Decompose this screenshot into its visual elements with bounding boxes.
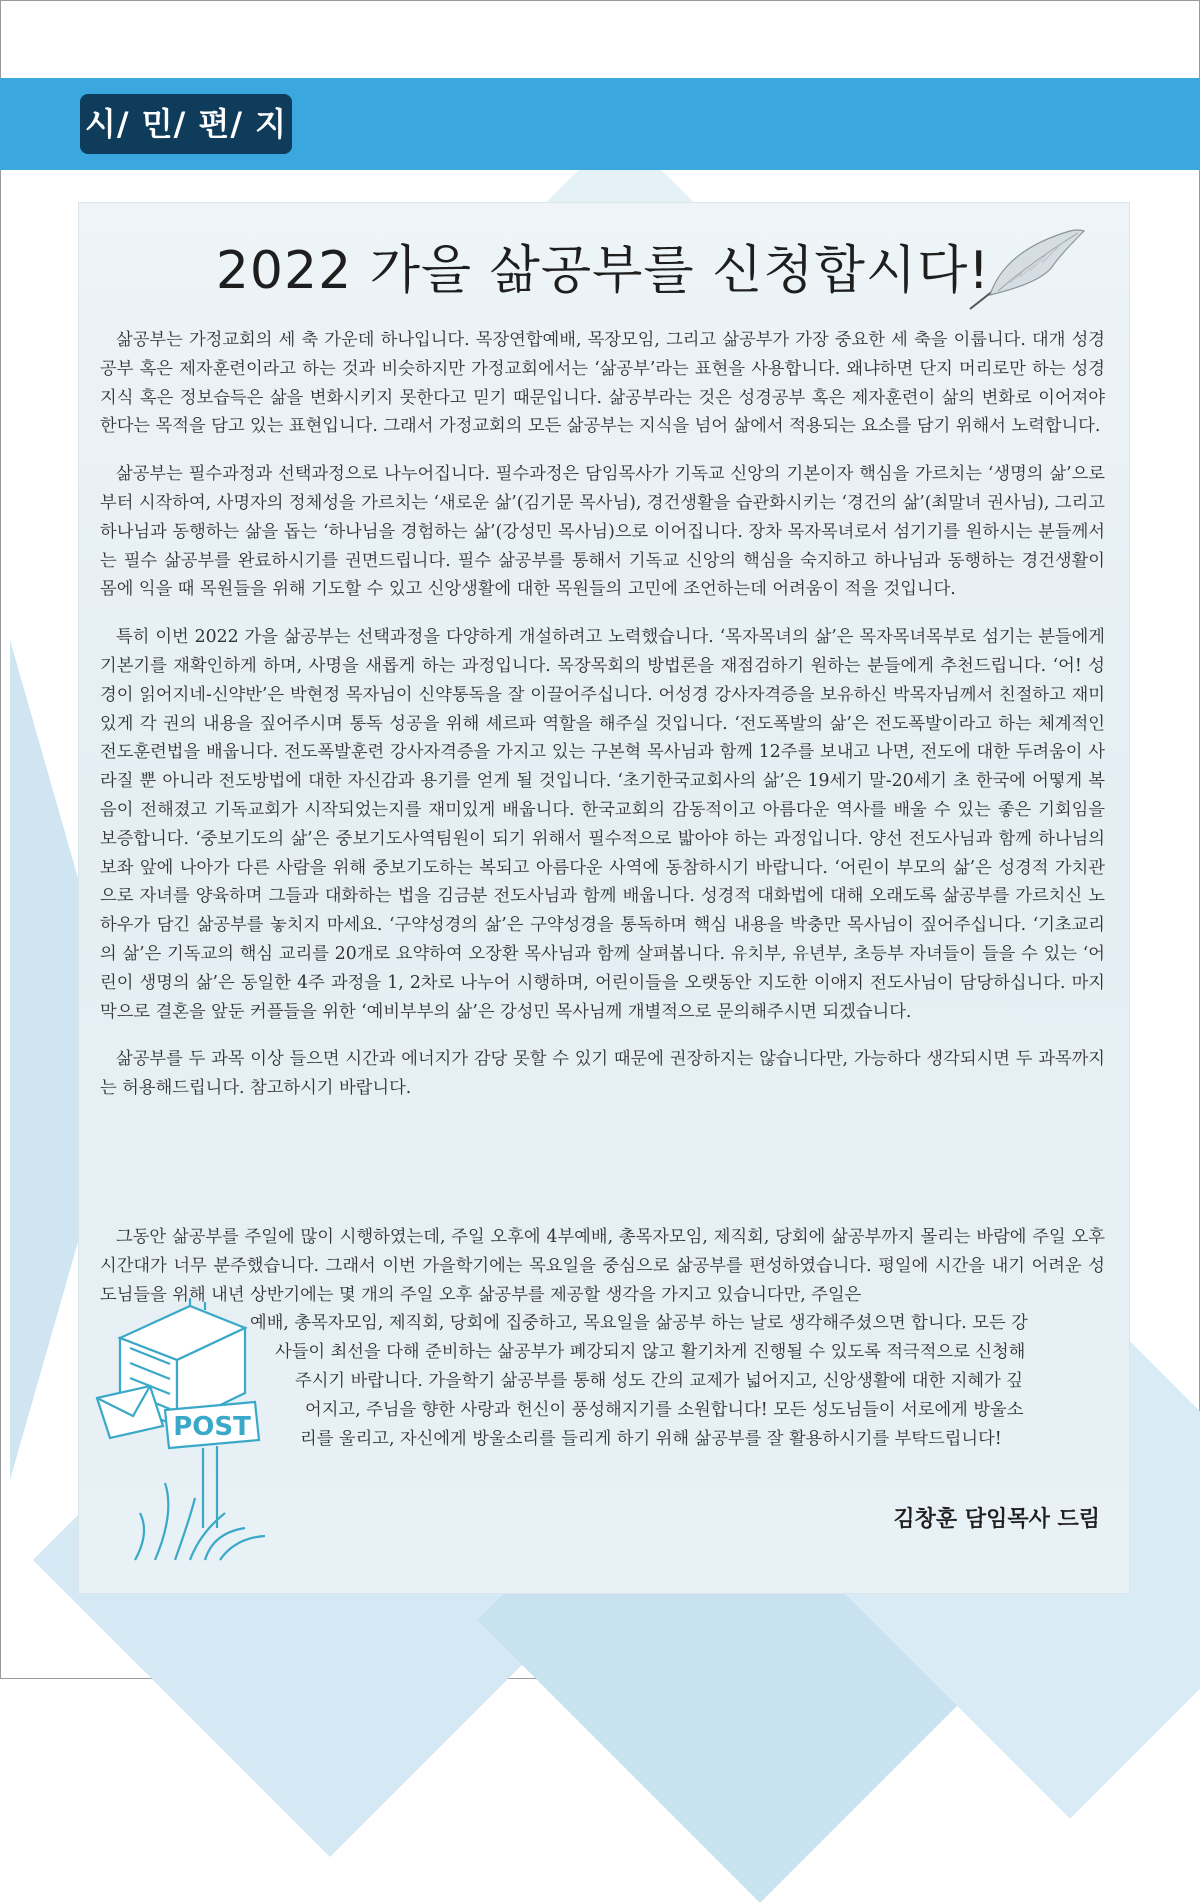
page-title: 2022 가을 삶공부를 신청합시다!	[215, 241, 991, 301]
wrapped-line: 예배, 총목자모임, 제직회, 당회에 집중하고, 목요일을 삶공부 하는 날로 생각해주셨으면 합니다. 모든 강	[250, 1313, 1028, 1334]
wrapped-line: 리를 울리고, 자신에게 방울소리를 들리게 하기 위해 삶공부를 잘 활용하시기를 부탁드립니다!	[300, 1428, 1002, 1449]
paragraph: 그동안 삶공부를 주일에 많이 시행하였는데, 주일 오후에 4부예배, 총목자모임, 제직회, 당회에 삶공부까지 몰리는 바람에 주일 오후 시간대가 너무 분주했습니다. 그래서 이번 가을학기에는 목요일을 중심으로 삶공부를 편성하였습니다. 평일에 시간을 내기 어려운 성도님들을 위해 내년 상반기에는 몇 개의 주일 오후 삶공부를 제공할 생각을 가지고 있습니다만, 주일은	[100, 1227, 1105, 1305]
wrapped-line: 사들이 최선을 다해 준비하는 삶공부가 폐강되지 않고 활기차게 진행될 수 있도록 적극적으로 신청해	[275, 1342, 1026, 1363]
letter-body	[100, 326, 1105, 1122]
post-label: POST	[173, 1412, 251, 1442]
signature: 김창훈 담임목사 드림	[893, 1507, 1100, 1532]
paragraph: 특히 이번 2022 가을 삶공부는 선택과정을 다양하게 개설하려고 노력했습니다. ‘목자목녀의 삶’은 목자목녀목부로 섬기는 분들에게 기본기를 재확인하게 하며, 사명을 새롭게 하는 과정입니다. 목장목회의 방법론을 재점검하기 원하는 분들에게 추천드립니다. ‘어! 성경이 읽어지네-신약반’은 박현정 목자님이 신약통독을 잘 이끌어주십니다. 어성경 강사자격증을 보유하신 박목자님께서 친절하고 재미있게 각 권의 내용을 짚어주시며 통독 성공을 위해 셰르파 역할을 해주실 것입니다. ‘전도폭발의 삶’은 전도폭발이라고 하는 체계적인 전도훈련법을 배웁니다. 전도폭발훈련 강사자격증을 가지고 있는 구본혁 목사님과 함께 12주를 보내고 나면, 전도에 대한 두려움이 사라질 뿐 아니라 전도방법에 대한 자신감과 용기를 얻게 될 것입니다. ‘초기한국교회사의 삶’은 19세기 말-20세기 초 한국에 어떻게 복음이 전해졌고 기독교회가 시작되었는지를 재미있게 배웁니다. 한국교회의 감동적이고 아름다운 역사를 배울 수 있는 좋은 기회임을 보증합니다. ‘중보기도의 삶’은 중보기도사역팀원이 되기 위해서 필수적으로 밟아야 하는 과정입니다. 양선 전도사님과 함께 하나님의 보좌 앞에 나아가 다른 사람을 위해 중보기도하는 복되고 아름다운 사역에 동참하시기 바랍니다. ‘어린이 부모의 삶’은 성경적 가치관으로 자녀를 양육하며 그들과 대화하는 법을 김금분 전도사님과 함께 배웁니다. 성경적 대화법에 대해 오래도록 삶공부를 가르치신 노하우가 담긴 삶공부를 놓치지 마세요. ‘구약성경의 삶’은 구약성경을 통독하며 핵심 내용을 박충만 목사님이 짚어주십니다. ‘기초교리의 삶’은 기독교의 핵심 교리를 20개로 요약하여 오장환 목사님과 함께 살펴봅니다. 유치부, 유년부, 초등부 자녀들이 들을 수 있는 ‘어린이 생명의 삶’은 동일한 4주 과정을 1, 2차로 나누어 시행하며, 어린이들을 오랫동안 지도한 이애지 전도사님이 담당하십니다. 마지막으로 결혼을 앞둔 커플들을 위한 ‘예비부부의 삶’은 강성민 목사님께 개별적으로 문의해주시면 되겠습니다.	[100, 627, 1105, 1022]
mailbox-icon	[95, 1298, 325, 1563]
wrapped-line: 주시기 바랍니다. 가을학기 삶공부를 통해 성도 간의 교제가 넓어지고, 신앙생활에 대한 지혜가 깊	[295, 1370, 1023, 1391]
feather-icon	[960, 225, 1090, 315]
paragraph: 삶공부는 필수과정과 선택과정으로 나누어집니다. 필수과정은 담임목사가 기독교 신앙의 기본이자 핵심을 가르치는 ‘생명의 삶’으로부터 시작하여, 사명자의 정체성을 가르치는 ‘새로운 삶’(김기문 목사님), 경건생활을 습관화시키는 ‘경건의 삶’(최말녀 권사님), 그리고 하나님과 동행하는 삶을 돕는 ‘하나님을 경험하는 삶’(강성민 목사님)으로 이어집니다. 장차 목자목녀로서 섬기기를 원하시는 분들께서는 필수 삶공부를 완료하시기를 권면드립니다. 필수 삶공부를 통해서 기독교 신앙의 핵심을 숙지하고 하나님과 동행하는 경건생활이 몸에 익을 때 목원들을 위해 기도할 수 있고 신앙생활에 대한 목원들의 고민에 조언하는데 어려움이 적을 것입니다.	[100, 464, 1105, 600]
paragraph: 삶공부를 두 과목 이상 들으면 시간과 에너지가 감당 못할 수 있기 때문에 권장하지는 않습니다만, 가능하다 생각되시면 두 과목까지는 허용해드립니다. 참고하시기 바랍니다.	[100, 1049, 1105, 1099]
paragraph: 삶공부는 가정교회의 세 축 가운데 하나입니다. 목장연합예배, 목장모임, 그리고 삶공부가 가장 중요한 세 축을 이룹니다. 대개 성경공부 혹은 제자훈련이라고 하는 것과 비슷하지만 가정교회에서는 ‘삶공부’라는 표현을 사용합니다. 왜냐하면 단지 머리로만 하는 성경지식 혹은 정보습득은 삶을 변화시키지 못한다고 믿기 때문입니다. 삶공부라는 것은 성경공부 혹은 제자훈련이 삶의 변화로 이어져야 한다는 목적을 담고 있는 표현입니다. 그래서 가정교회의 모든 삶공부는 지식을 넘어 삶에서 적용되는 요소를 담기 위해서 노력합니다.	[100, 330, 1105, 437]
wrapped-line: 어지고, 주님을 향한 사랑과 헌신이 풍성해지기를 소원합니다! 모든 성도님들이 서로에게 방울소	[305, 1399, 1024, 1420]
section-tag: 시/ 민/ 편/ 지	[80, 94, 292, 154]
